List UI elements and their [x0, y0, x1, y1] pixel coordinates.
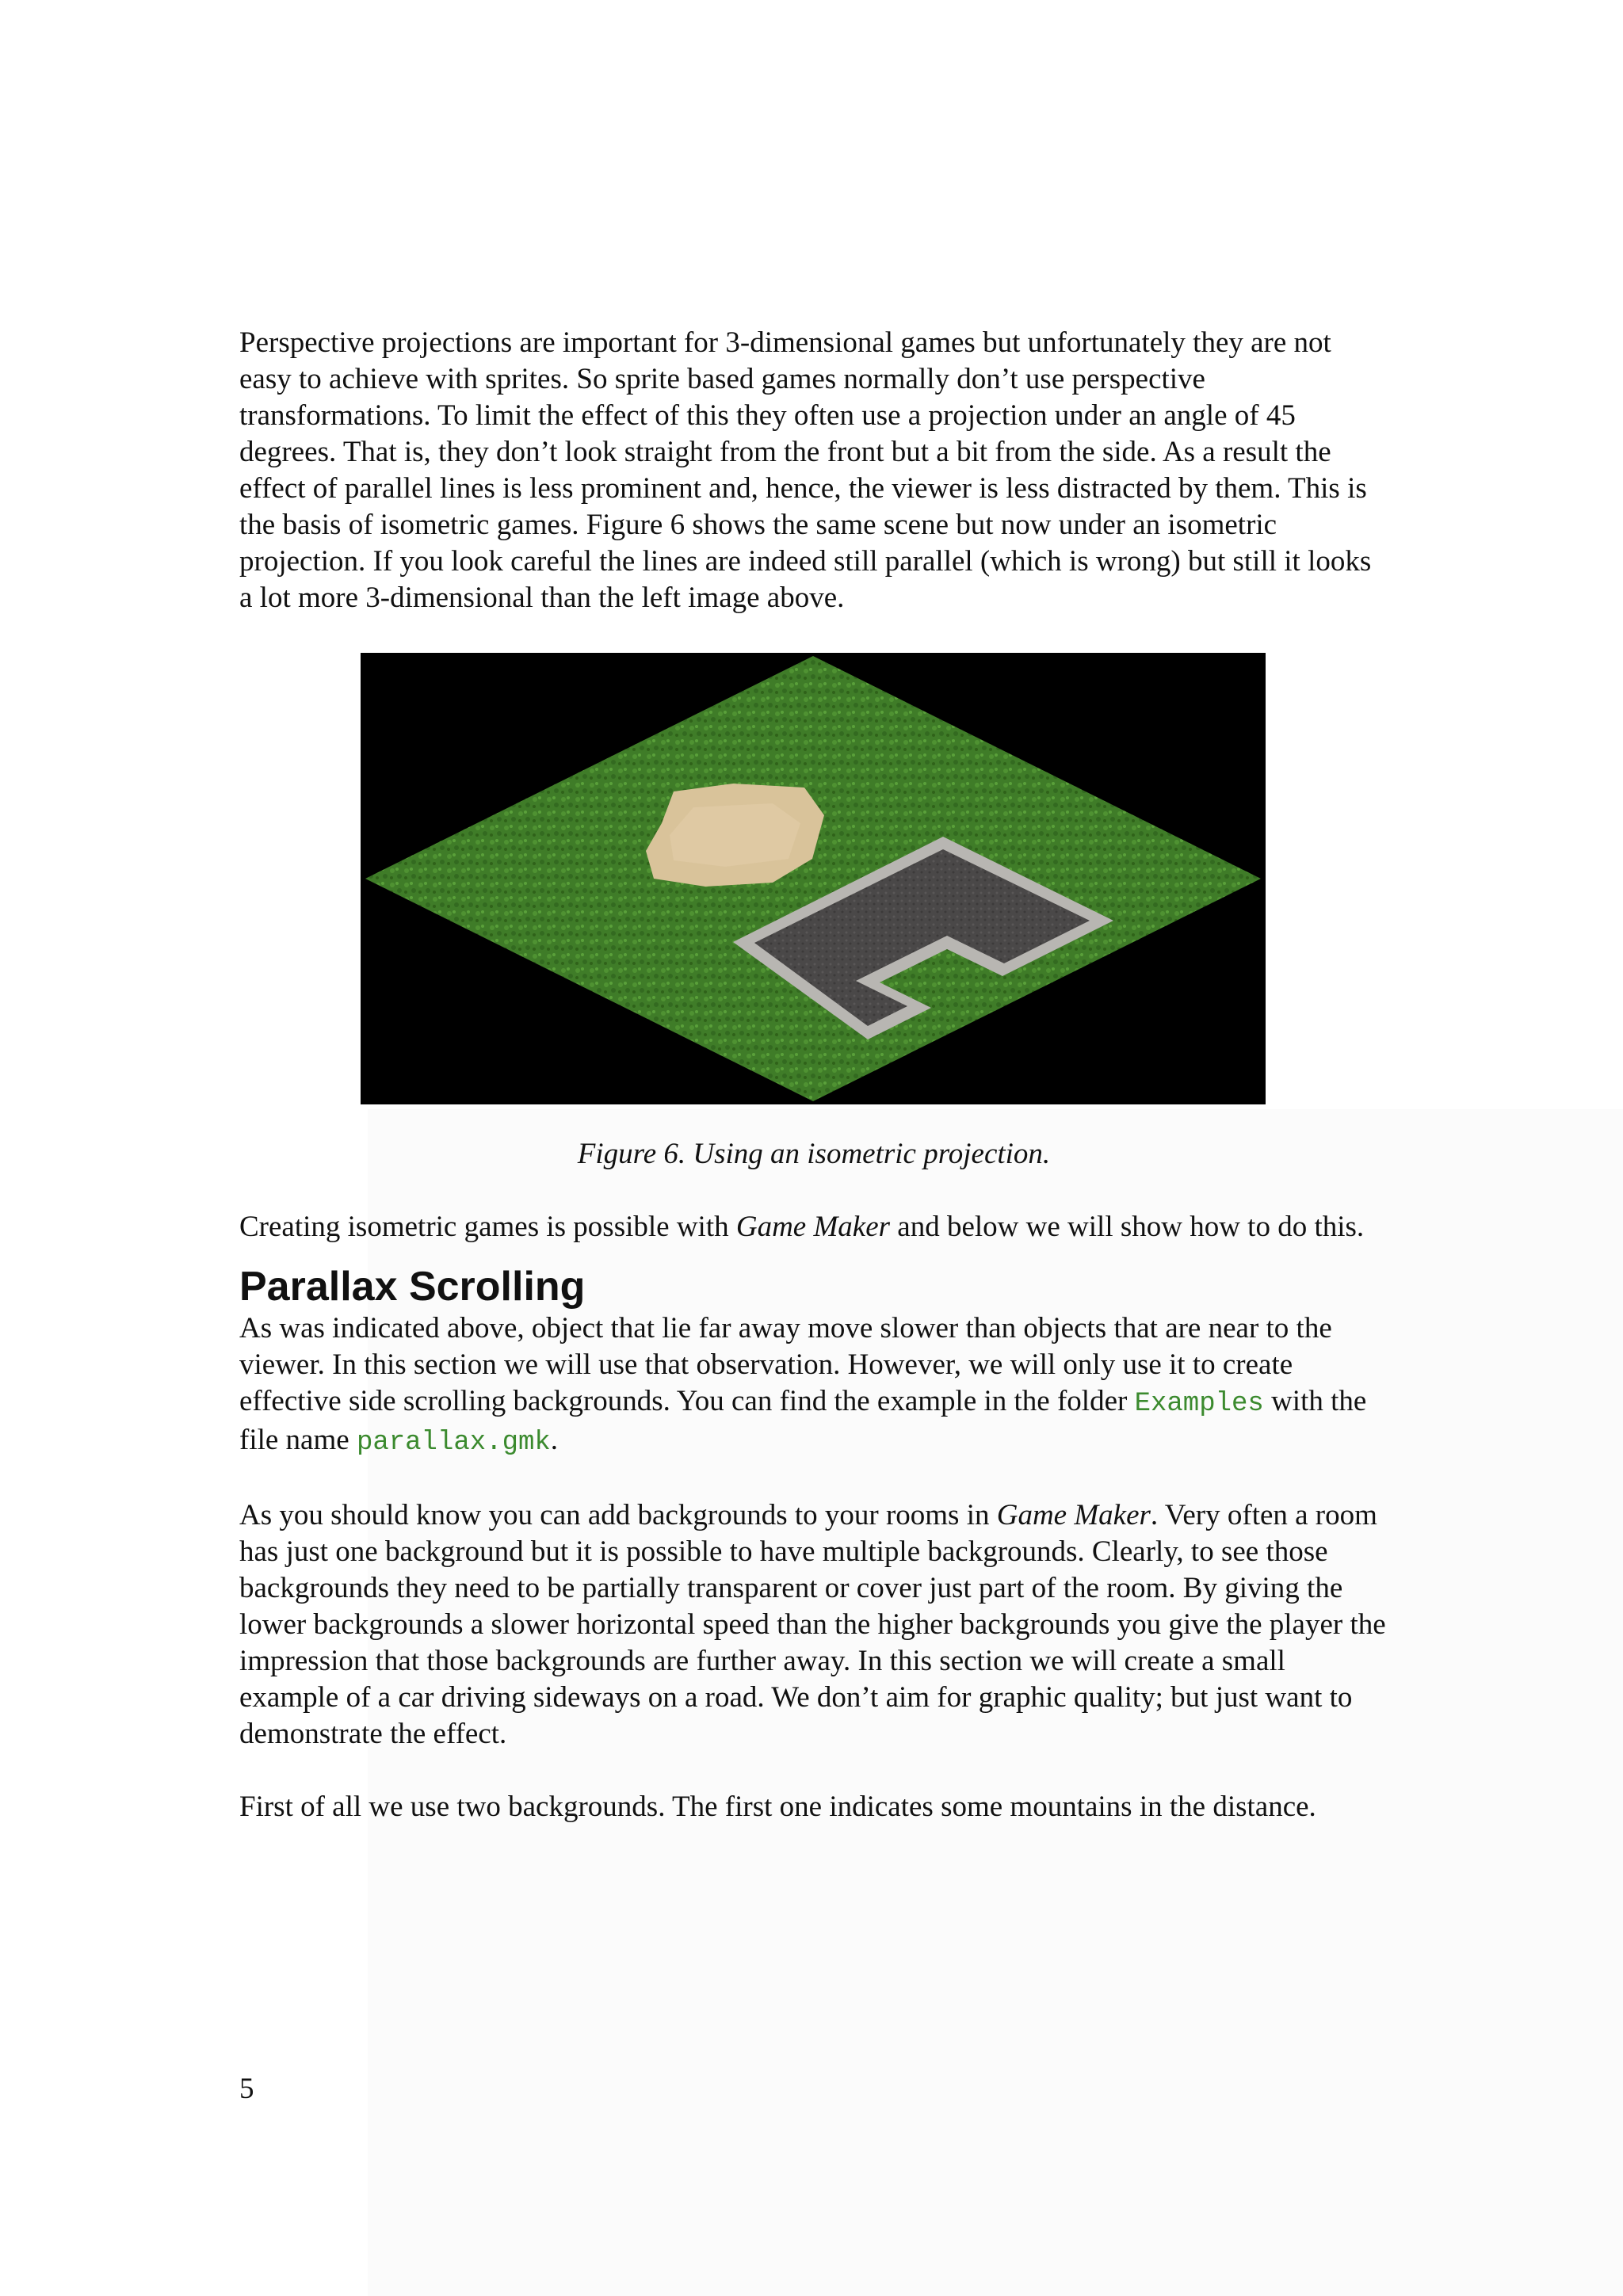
figure-caption: Figure 6. Using an isometric projection. [577, 1138, 1051, 1170]
paragraph-3-text-1: As was indicated above, object that lie far away move slower than objects that are near to the viewer. In this section we will use that observation. However, we will only use it to create effective side scrolling backgrounds. You can find the example in the folder [239, 1312, 1332, 1417]
paragraph-4-text-1: As you should know you can add backgrounds to your rooms in [239, 1499, 997, 1531]
page-number: 5 [239, 2073, 254, 2105]
paragraph-perspective: Perspective projections are important for 3-dimensional games but unfortunately they are not easy to achieve with sprites. So sprite based games normally don’t use perspective transformations. To limit the effect of this they often use a projection under an angle of 45 degrees. That is, they don’t look straight from the front but a bit from the side. As a result the effect of parallel lines is less prominent and, hence, the viewer is less distracted by them. This is the basis of isometric games. Figure 6 shows the same scene but now under an isometric projection. If you look careful the lines are indeed still parallel (which is wrong) but still it looks a lot more 3-dimensional than the left image above. [239, 326, 1372, 614]
paragraph-backgrounds [239, 1497, 1388, 1753]
paragraph-3-text-2: with the file name [239, 1385, 1367, 1456]
paragraph-4-text-2: . Very often a room has just one background but it is possible to have multiple backgrounds. Clearly, to see those backgrounds they need to be partially transparent or cover just part of the room. By giving the lower backgrounds a slower horizontal speed than the higher backgrounds you give the player the impression that those backgrounds are further away. In this section we will create a small example of a car driving sideways on a road. We don’t aim for graphic quality; but just want to demonstrate the effect. [239, 1499, 1386, 1750]
paragraph-parallax-intro [239, 1310, 1388, 1461]
isometric-scene [361, 653, 1266, 1104]
game-maker-emphasis-2: Game Maker [996, 1499, 1151, 1531]
paragraph-2-text-1: Creating isometric games is possible with [239, 1211, 736, 1243]
figure-6-image [361, 653, 1266, 1104]
section-heading: Parallax Scrolling [239, 1264, 586, 1310]
paragraph-isometric-games [239, 1209, 1388, 1245]
parallax-file-code: parallax.gmk [356, 1428, 551, 1458]
examples-folder-code: Examples [1134, 1389, 1264, 1419]
page-content [239, 325, 1388, 1825]
paragraph-3-text-3: . [550, 1424, 559, 1456]
paragraph-two-backgrounds: First of all we use two backgrounds. The first one indicates some mountains in the distance. [239, 1791, 1316, 1823]
game-maker-emphasis: Game Maker [735, 1211, 891, 1243]
paragraph-2-text-2: and below we will show how to do this. [890, 1211, 1365, 1243]
